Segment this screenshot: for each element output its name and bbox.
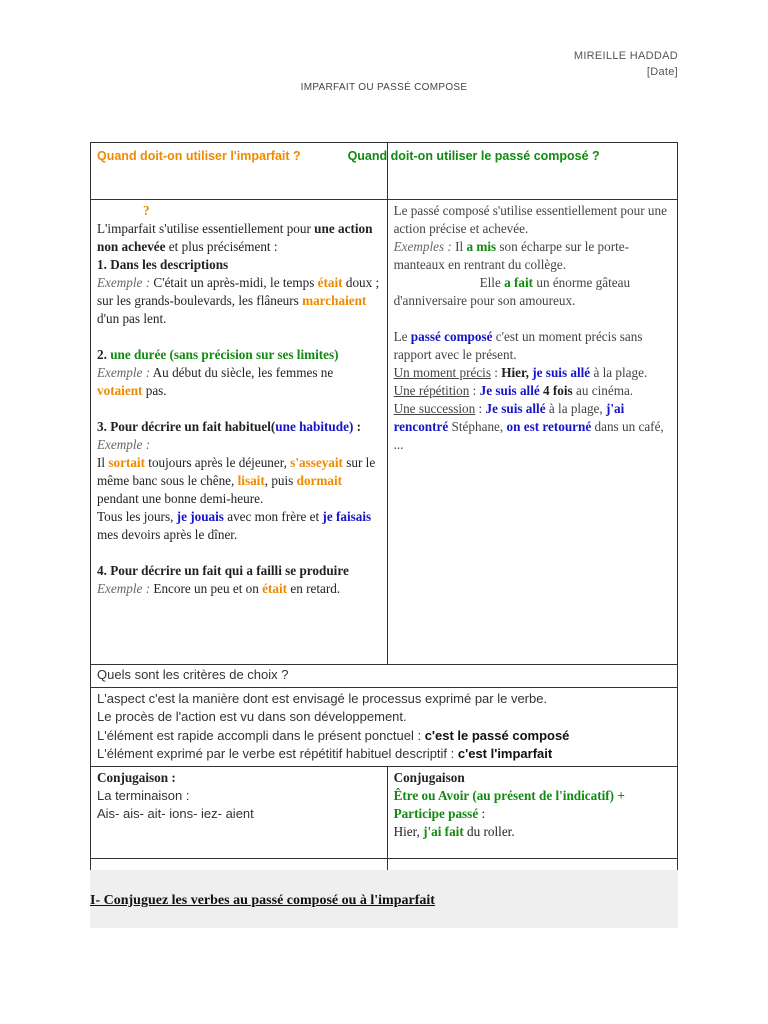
grammar-table — [90, 142, 678, 876]
criteria-cell — [91, 687, 678, 766]
table-header-row — [91, 143, 678, 200]
question-mark: ? — [143, 203, 150, 218]
criteria-row — [91, 687, 678, 766]
criteria-line-1: L'aspect c'est la manière dont est envisagé le processus exprimé par le verbe. — [97, 690, 548, 706]
repetition: Une répétition : Je suis allé 4 fois au cinéma. — [393, 383, 634, 398]
section-descriptions: 1. Dans les descriptions — [97, 257, 229, 272]
header-author-block — [574, 48, 678, 80]
header-cell-passe-compose — [347, 143, 677, 200]
passe-compose-definition: Le passé composé c'est un moment précis sans rapport avec le présent. — [393, 329, 643, 362]
document-title: IMPARFAIT OU PASSÉ COMPOSE — [300, 82, 468, 93]
criteria-line-3: L'élément est rapide accompli dans le présent ponctuel : c'est le passé composé — [97, 727, 570, 743]
example-label-habitude: Exemple : — [97, 437, 151, 452]
conjugation-example: Hier, j'ai fait du roller. — [393, 823, 515, 839]
section-duree: 2. une durée (sans précision sur ses limites) — [97, 347, 339, 362]
example-habitude-2: Tous les jours, je jouais avec mon frère et je faisais mes devoirs après le dîner. — [97, 509, 372, 542]
passe-compose-usage-cell — [387, 200, 677, 665]
conjugation-imparfait-cell — [91, 766, 388, 858]
heading-imparfait: Quand doit-on utiliser l'imparfait ? — [97, 149, 301, 163]
example-descriptions: Exemple : C'était un après-midi, le temps était doux ; sur les grands-boulevards, les flâneurs marchaient d'un pas lent. — [97, 275, 380, 326]
section-habitude: 3. Pour décrire un fait habituel(une habitude) : — [97, 419, 362, 434]
moment-precis: Un moment précis : Hier, je suis allé à la plage. — [393, 365, 648, 380]
example-fait: Elle a fait un énorme gâteau d'anniversaire pour son amoureux. — [393, 275, 631, 308]
date-field[interactable]: [Date] — [646, 66, 678, 78]
criteria-line-2: Le procès de l'action est vu dans son développement. — [97, 709, 407, 724]
passe-compose-intro: Le passé composé s'utilise essentiellement pour une action précise et achevée. — [393, 203, 667, 236]
example-duree: Exemple : Au début du siècle, les femmes ne votaient pas. — [97, 365, 334, 398]
imparfait-usage-cell — [91, 200, 388, 665]
example-habitude: Il sortait toujours après le déjeuner, s'asseyait sur le même banc sous le chêne, lisait, puis dormait pendant une bonne demi-heure. — [97, 455, 376, 506]
example-mis: Exemples : Il a mis son écharpe sur le porte-manteaux en rentrant du collège. — [393, 239, 630, 272]
conjugation-rule-2: Participe passé : — [393, 805, 486, 821]
criteria-line-4: L'élément exprimé par le verbe est répétitif habituel descriptif : c'est l'imparfait — [97, 746, 553, 761]
table-body-row — [91, 200, 678, 665]
conjugation-passe-compose-cell — [387, 766, 677, 858]
terminaison-label: La terminaison : — [97, 787, 190, 803]
author-name: MIREILLE HADDAD — [573, 50, 678, 62]
example-failli: Exemple : Encore un peu et on était en retard. — [97, 581, 341, 596]
imparfait-intro: L'imparfait s'utilise essentiellement pour une action non achevée et plus précisément : — [97, 221, 373, 254]
succession: Une succession : Je suis allé à la plage, j'ai rencontré Stéphane, on est retourné dans un café, ... — [393, 401, 664, 452]
conjugation-rule: Être ou Avoir (au présent de l'indicatif) + — [393, 787, 625, 803]
terminaison-endings: Ais- ais- ait- ions- iez- aient — [97, 806, 254, 821]
criteria-title-row — [91, 665, 678, 688]
conjugation-title-passe-compose: Conjugaison — [393, 769, 465, 785]
heading-passe-compose: Quand doit-on utiliser le passé composé ? — [347, 149, 600, 163]
section-failli: 4. Pour décrire un fait qui a failli se produire — [97, 563, 349, 578]
conjugation-row — [91, 766, 678, 858]
exercise-heading: I- Conjuguez les verbes au passé composé ou à l'imparfait — [90, 893, 435, 908]
conjugation-title-imparfait: Conjugaison : — [97, 769, 176, 785]
criteria-title: Quels sont les critères de choix ? — [91, 665, 678, 688]
